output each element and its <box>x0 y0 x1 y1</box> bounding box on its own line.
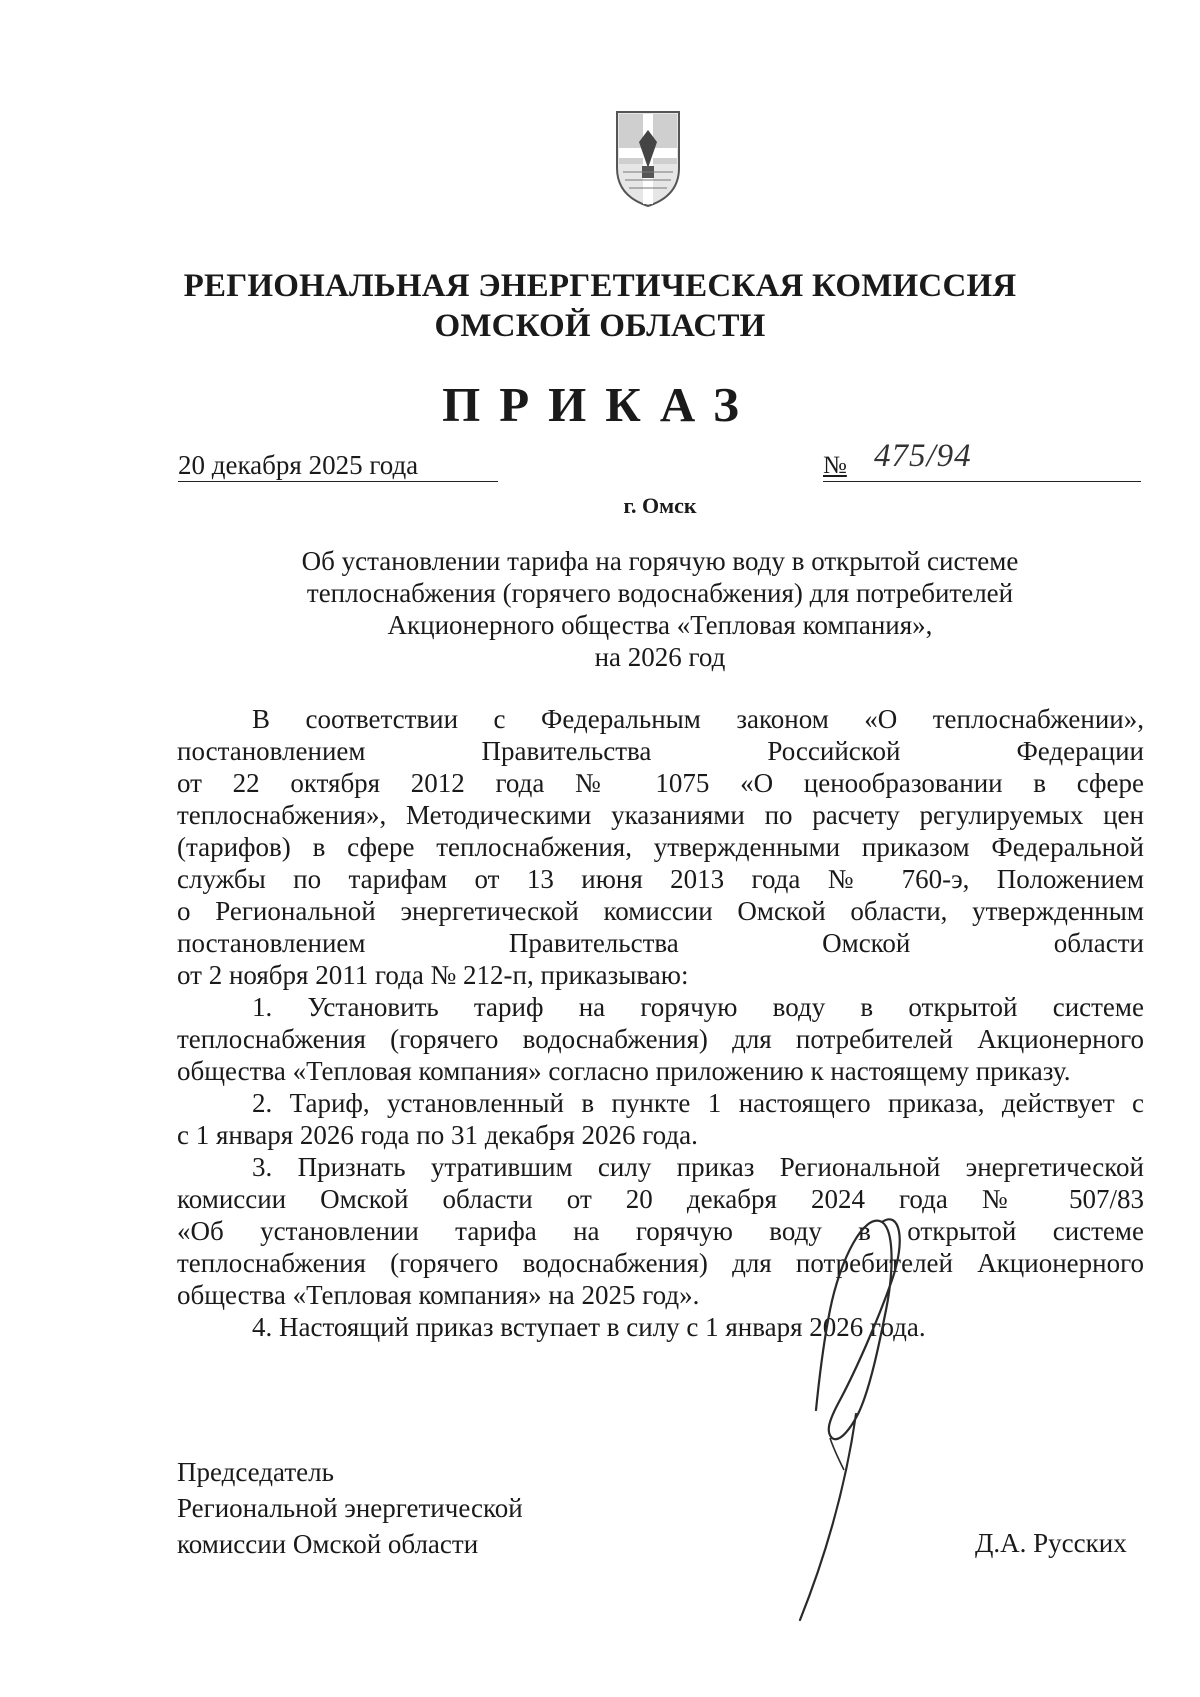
body-line: 4. Настоящий приказ вступает в силу с 1 января 2026 года. <box>252 1312 926 1342</box>
body-line: 2. Тариф, установленный в пункте 1 настоящего приказа, действует с <box>252 1088 1144 1118</box>
number-underline <box>823 481 1141 482</box>
body-line: постановлением Правительства Российской Федерации <box>177 736 1144 766</box>
body-line: теплоснабжения (горячего водоснабжения) для потребителей Акционерного <box>177 1248 1144 1278</box>
document-body <box>177 703 1144 1343</box>
organization-name-line1: РЕГИОНАЛЬНАЯ ЭНЕРГЕТИЧЕСКАЯ КОМИССИЯ <box>183 268 1017 304</box>
handwritten-signature <box>760 1200 920 1630</box>
body-line: общества «Тепловая компания» на 2025 год». <box>177 1280 700 1310</box>
body-line: службы по тарифам от 13 июня 2013 года № 760-э, Положением <box>177 864 1144 894</box>
body-line: постановлением Правительства Омской области <box>177 928 1144 958</box>
body-line: теплоснабжения (горячего водоснабжения) для потребителей Акционерного <box>177 1024 1144 1054</box>
body-line: 3. Признать утратившим силу приказ Региональной энергетической <box>252 1152 1144 1182</box>
omsk-coat-of-arms-icon <box>613 108 683 210</box>
title-line: на 2026 год <box>594 642 726 672</box>
document-number: 475/94 <box>874 438 972 474</box>
body-line: с 1 января 2026 года по 31 декабря 2026 года. <box>177 1120 698 1150</box>
signatory-position <box>177 1454 523 1562</box>
body-line: «Об установлении тарифа на горячую воду в открытой системе <box>177 1216 1144 1246</box>
title-line: Об установлении тарифа на горячую воду в открытой системе <box>301 546 1019 576</box>
organization-name-line2: ОМСКОЙ ОБЛАСТИ <box>434 308 766 344</box>
body-line: В соответствии с Федеральным законом «О теплоснабжении», <box>252 704 1144 734</box>
title-line: теплоснабжения (горячего водоснабжения) для потребителей <box>306 578 1014 608</box>
document-title <box>175 545 1145 673</box>
body-line: от 2 ноября 2011 года № 212-п, приказываю: <box>177 960 689 990</box>
body-line: общества «Тепловая компания» согласно приложению к настоящему приказу. <box>177 1056 1071 1086</box>
body-line: комиссии Омской области от 20 декабря 2024 года № 507/83 <box>177 1184 1144 1214</box>
document-type: ПРИКАЗ <box>442 377 758 432</box>
body-line: (тарифов) в сфере теплоснабжения, утвержденными приказом Федеральной <box>177 832 1144 862</box>
title-line: Акционерного общества «Тепловая компания», <box>387 610 933 640</box>
city: г. Омск <box>623 493 697 518</box>
body-line: о Региональной энергетической комиссии Омской области, утвержденным <box>177 896 1144 926</box>
body-line: теплоснабжения», Методическими указаниями по расчету регулируемых цен <box>177 800 1144 830</box>
date-underline <box>178 481 498 482</box>
signatory-position-line: Региональной энергетической <box>177 1493 523 1523</box>
body-line: 1. Установить тариф на горячую воду в открытой системе <box>252 992 1144 1022</box>
number-label: № <box>823 452 847 479</box>
signatory-position-line: комиссии Омской области <box>177 1529 479 1559</box>
body-line: от 22 октября 2012 года № 1075 «О ценообразовании в сфере <box>177 768 1144 798</box>
signatory-name: Д.А. Русских <box>975 1528 1127 1558</box>
document-date: 20 декабря 2025 года <box>178 450 419 480</box>
signatory-position-line: Председатель <box>177 1457 334 1487</box>
